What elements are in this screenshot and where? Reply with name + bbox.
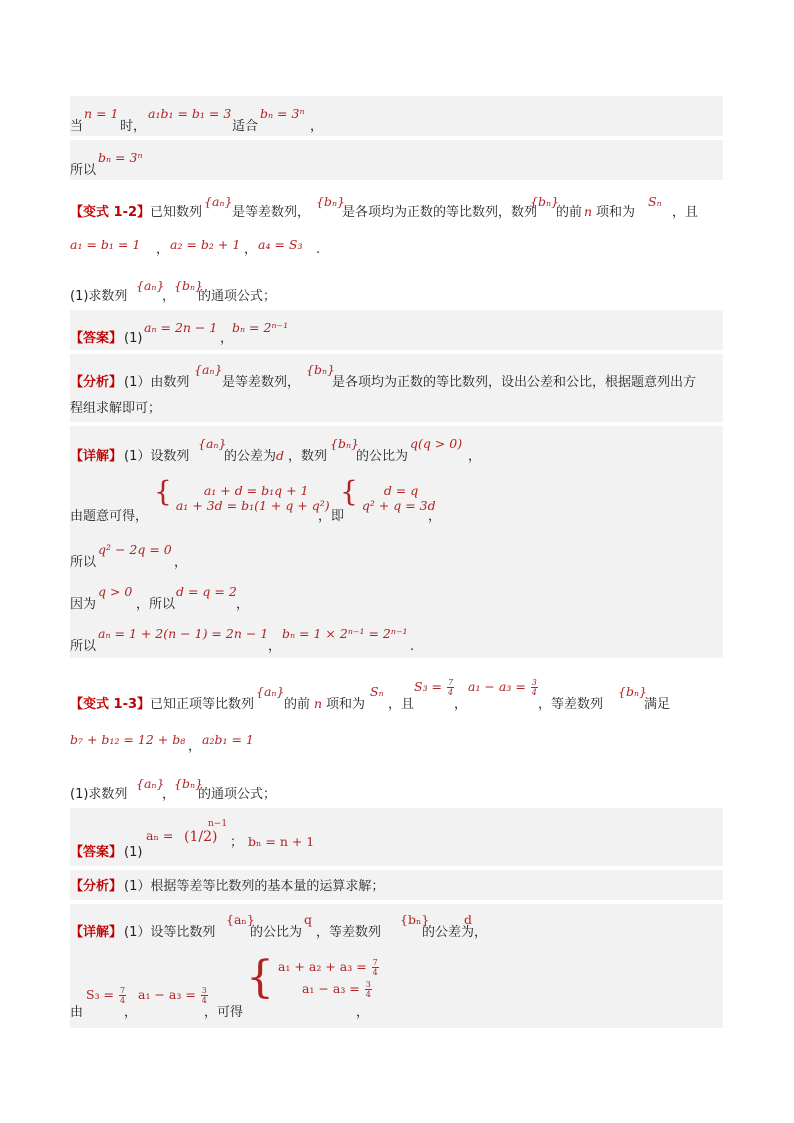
text: ，即 — [318, 509, 345, 524]
text: 是等差数列， — [232, 205, 311, 220]
math-inline: q — [304, 912, 313, 927]
text: (1)求数列 — [70, 787, 128, 802]
line-conclusion — [70, 140, 723, 180]
line-general-terms-1-2 — [70, 616, 723, 658]
math-inline: {bₙ} — [530, 194, 559, 209]
text: 所以 — [70, 163, 97, 178]
text: 满足 — [644, 697, 671, 712]
text: ，等差数列 — [538, 697, 604, 712]
system-rows — [278, 956, 380, 1000]
text: ， — [188, 739, 202, 754]
math-inline: n — [584, 204, 593, 219]
analysis-tag: 【分析】 — [70, 879, 123, 894]
system-row: a₁ + d = b₁q + 1 — [203, 482, 309, 498]
system-row: a₁ + a₂ + a₃ = $\frac{7}{4}$ — [277, 958, 378, 977]
text: (1）根据等差等比数列的基本量的运算求解； — [124, 879, 385, 894]
math-inline: bₙ = 3ⁿ — [260, 106, 305, 121]
equation-system — [154, 475, 330, 513]
answer-tag: 【答案】 — [70, 845, 123, 860]
math-inline: bₙ = 2ⁿ⁻¹ — [232, 320, 289, 335]
text: . — [410, 639, 415, 654]
text: ， — [454, 697, 468, 712]
math-inline: {bₙ} — [306, 362, 335, 377]
text: 的通项公式； — [198, 787, 277, 802]
text: ， — [220, 331, 234, 346]
text: ，数列 — [288, 449, 328, 464]
brace-icon: { — [340, 475, 358, 508]
text: 的前 — [556, 205, 583, 220]
text: ； — [230, 835, 244, 850]
math-inline: a₁ = b₁ = 1 — [70, 237, 141, 252]
denominator: 4 — [120, 996, 126, 1005]
text: 当 — [70, 119, 84, 134]
math-inline: {bₙ} — [174, 278, 203, 293]
math-inline: a₂b₁ = 1 — [202, 732, 254, 747]
text: ， — [356, 1005, 370, 1020]
math-inline: bₙ = n + 1 — [248, 834, 315, 849]
detail-tag: 【详解】 — [70, 449, 123, 464]
text: ，可得 — [204, 1005, 244, 1020]
math-inline: q(q > 0) — [410, 436, 463, 451]
answer-tag: 【答案】 — [70, 331, 123, 346]
text: 时， — [120, 119, 147, 134]
brace-icon: { — [154, 475, 172, 508]
math-text: a₁ − a₃ = — [468, 679, 526, 694]
answer-1-3 — [70, 808, 723, 866]
text: (1) — [124, 331, 143, 346]
math-inline: q² − 2q = 0 — [98, 542, 172, 557]
text: ， — [236, 597, 250, 612]
problem-tag: 【变式 1-2】 — [70, 205, 151, 220]
math-text: S₃ = — [86, 987, 115, 1002]
math-fraction-expr — [414, 678, 455, 697]
fraction — [201, 986, 208, 1005]
math-inline: a₁b₁ = b₁ = 3 — [148, 106, 232, 121]
text: 的公比为 — [250, 925, 303, 940]
analysis-1-3 — [70, 870, 723, 900]
math-inline: {aₙ} — [204, 194, 233, 209]
math-inline: Sₙ — [370, 684, 384, 699]
math-fraction-expr — [86, 986, 127, 1005]
system-row: a₁ + 3d = b₁(1 + q + q²) — [175, 497, 330, 513]
math-fraction-power: (1/2) — [184, 829, 218, 845]
text: ， — [268, 639, 282, 654]
math-inline: a₄ = S₃ — [258, 237, 303, 252]
math-inline: q > 0 — [98, 584, 133, 599]
text: 的公差为 — [224, 449, 277, 464]
math-inline: {aₙ} — [256, 684, 285, 699]
fraction — [119, 986, 126, 1005]
text: ，且 — [672, 205, 699, 220]
text: 所以 — [70, 555, 97, 570]
math-inline: Sₙ — [648, 194, 662, 209]
numerator: 3 — [201, 986, 207, 995]
text: 的通项公式； — [198, 289, 277, 304]
numerator: 7 — [120, 986, 126, 995]
text: ， — [428, 509, 442, 524]
text: 程组求解即可； — [70, 401, 162, 416]
analysis-tag: 【分析】 — [70, 375, 123, 390]
denominator: 4 — [531, 688, 537, 697]
math-inline: {bₙ} — [174, 776, 203, 791]
text: 已知数列 — [150, 205, 203, 220]
text: 项和为 — [326, 697, 366, 712]
math-inline: b₇ + b₁₂ = 12 + b₈ — [70, 732, 186, 747]
math-inline: bₙ = 1 × 2ⁿ⁻¹ = 2ⁿ⁻¹ — [282, 626, 408, 641]
question-1-2 — [70, 278, 723, 308]
math-text: S₃ = — [414, 679, 443, 694]
text: ， — [124, 1005, 138, 1020]
text: ， — [162, 787, 176, 802]
text: . — [316, 242, 321, 257]
text: 是各项均为正数的等比数列，设出公差和公比，根据题意列出方 — [332, 375, 697, 390]
numerator: 3 — [531, 678, 537, 687]
text: ， — [468, 449, 482, 464]
text: 适合 — [232, 119, 259, 134]
text: (1）设数列 — [124, 449, 190, 464]
math-inline: {aₙ} — [198, 436, 227, 451]
math-inline: n — [314, 696, 323, 711]
text: 由 — [70, 1005, 84, 1020]
text: ， — [244, 242, 258, 257]
math-inline: {aₙ} — [226, 912, 255, 927]
math-inline: {bₙ} — [400, 912, 430, 927]
text: ， — [162, 289, 176, 304]
fraction — [447, 678, 454, 697]
system-rows — [362, 483, 436, 513]
system-row: q² + q = 3d — [361, 497, 436, 513]
math-inline: {bₙ} — [330, 436, 359, 451]
math-inline: a₂ = b₂ + 1 — [170, 237, 241, 252]
math-fraction-expr — [138, 986, 209, 1005]
denominator: 4 — [201, 996, 207, 1005]
equation-system — [246, 952, 380, 1003]
analysis-1-2 — [70, 354, 723, 422]
problem-1-3 — [70, 676, 723, 760]
numerator: 7 — [448, 678, 454, 687]
text: 的公比为 — [356, 449, 409, 464]
text: 所以 — [70, 639, 97, 654]
math-inline: {aₙ} — [194, 362, 223, 377]
text: 由题意可得， — [70, 509, 149, 524]
text: ， — [174, 555, 188, 570]
question-1-3 — [70, 776, 723, 806]
system-rows — [176, 483, 330, 513]
problem-1-2 — [70, 196, 723, 264]
math-inline: n = 1 — [84, 106, 119, 121]
text: (1）由数列 — [124, 375, 190, 390]
text: 已知正项等比数列 — [150, 697, 255, 712]
math-inline: d — [464, 912, 473, 927]
denominator: 4 — [448, 688, 454, 697]
math-exponent: n−1 — [208, 819, 228, 829]
text: (1）设等比数列 — [124, 925, 216, 940]
math-inline: d = q = 2 — [176, 584, 237, 599]
text: ，等差数列 — [316, 925, 382, 940]
math-fraction-expr — [468, 678, 539, 697]
math-inline: bₙ = 3ⁿ — [98, 150, 143, 165]
text: ， — [156, 242, 170, 257]
detail-1-3 — [70, 904, 723, 1028]
answer-1-2 — [70, 310, 723, 350]
text: 项和为 — [596, 205, 636, 220]
text: 的公差为 — [422, 925, 475, 940]
fraction: $\frac{3}{4}$ — [365, 980, 371, 999]
text: (1) — [124, 845, 143, 860]
text: (1)求数列 — [70, 289, 128, 304]
math-inline: d — [276, 448, 285, 463]
math-text: a₁ − a₃ = — [138, 987, 196, 1002]
math-inline: {bₙ} — [618, 684, 647, 699]
text: 因为 — [70, 597, 97, 612]
math-inline: {aₙ} — [136, 278, 165, 293]
text: ， — [310, 119, 324, 134]
math-inline: aₙ = 2n − 1 — [144, 320, 218, 335]
equation-system — [340, 475, 436, 513]
text: ，所以 — [136, 597, 176, 612]
line-n-equals-1 — [70, 96, 723, 136]
text: ， — [474, 925, 488, 940]
fraction — [531, 678, 538, 697]
math-inline: aₙ = — [146, 828, 174, 843]
math-inline: {aₙ} — [136, 776, 165, 791]
detail-tag: 【详解】 — [70, 925, 123, 940]
text: ，且 — [388, 697, 415, 712]
math-inline: aₙ = 1 + 2(n − 1) = 2n − 1 — [98, 626, 269, 641]
text: 是等差数列， — [222, 375, 301, 390]
text: 的前 — [284, 697, 311, 712]
problem-tag: 【变式 1-3】 — [70, 697, 151, 712]
system-row: d = q — [383, 482, 419, 498]
system-row: a₁ − a₃ = $\frac{3}{4}$ — [301, 980, 371, 999]
fraction: $\frac{7}{4}$ — [372, 958, 378, 977]
text: 是各项均为正数的等比数列，数列 — [342, 205, 538, 220]
math-inline: {bₙ} — [316, 194, 345, 209]
brace-icon: { — [246, 952, 274, 1003]
